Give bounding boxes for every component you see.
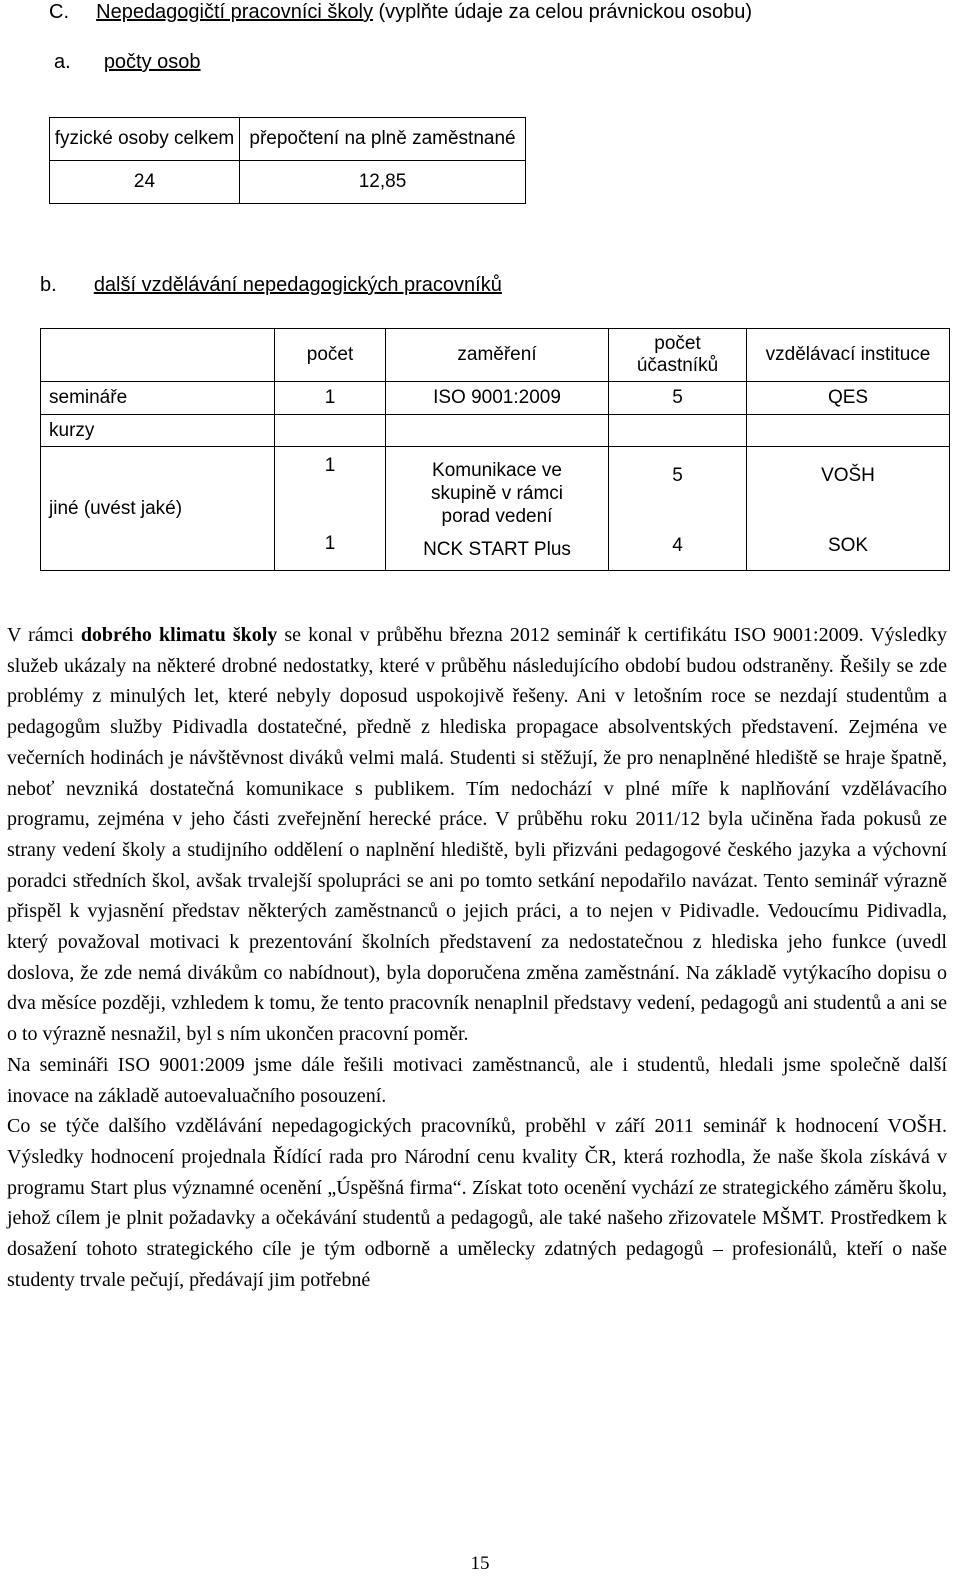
row-focus xyxy=(386,415,609,447)
page-number: 15 xyxy=(470,1553,490,1574)
other-focus-cell xyxy=(386,447,609,571)
paragraph-2: Na semináři ISO 9001:2009 jsme dále řešili motivaci zaměstnanců, ale i studentů, hledali jsme společně další inovace na základě autoevaluačního posouzení. xyxy=(7,1053,947,1107)
other-count-cell xyxy=(275,447,386,571)
header-participants xyxy=(609,329,747,382)
header-focus: zaměření xyxy=(386,329,609,382)
row-institution: QES xyxy=(747,382,950,415)
other-institution-1: VOŠH xyxy=(821,464,875,486)
row-count xyxy=(275,415,386,447)
section-c-letter: C. xyxy=(49,1,69,23)
header-full-time-equivalent: přepočtení na plně zaměstnané xyxy=(240,118,526,161)
table-row-other xyxy=(41,447,950,571)
table-row xyxy=(41,415,950,447)
row-count: 1 xyxy=(275,382,386,415)
section-b-letter: b. xyxy=(40,274,57,296)
counts-value-row xyxy=(50,161,526,204)
education-table xyxy=(40,328,950,571)
other-count-1: 1 xyxy=(324,454,336,476)
section-b-heading xyxy=(40,274,502,297)
value-physical-persons: 24 xyxy=(50,161,240,204)
section-c-title: Nepedagogičtí pracovníci školy xyxy=(96,1,373,23)
education-header-row xyxy=(41,329,950,382)
other-participants-2: 4 xyxy=(672,534,683,556)
section-a-letter: a. xyxy=(54,51,71,73)
header-empty xyxy=(41,329,275,382)
other-focus-1: Komunikace ve skupině v rámci porad vedení xyxy=(431,459,563,527)
other-participants-1: 5 xyxy=(672,464,683,486)
section-a-heading xyxy=(54,51,201,74)
counts-header-row xyxy=(50,118,526,161)
header-physical-persons: fyzické osoby celkem xyxy=(50,118,240,161)
value-full-time-equivalent: 12,85 xyxy=(240,161,526,204)
header-participants-text: počet účastníků xyxy=(636,333,719,376)
paragraph-1-intro: V rámci xyxy=(7,624,81,646)
paragraph-1 xyxy=(7,620,947,1050)
section-a-title: počty osob xyxy=(103,51,201,73)
section-b-title: další vzdělávání nepedagogických pracovníků xyxy=(93,274,502,296)
table-row xyxy=(41,382,950,415)
paragraph-1-rest: se konal v průběhu března 2012 seminář k certifikátu ISO 9001:2009. Výsledky služeb ukázaly na některé drobné nedostatky, které v průběhu následujícího období budou odstraněny. Řešily se zde problémy z minulých let, které nebyly doposud uspokojivě řešeny. Ani v letošním roce se nezdají studentům a pedagogům služby Pidivadla dostatečné, předně z hlediska propagace absolventských představení. Zejména ve večerních hodinách je návštěvnost diváků velmi malá. Studenti si stěžují, že pro nenaplněné hlediště se hraje špatně, neboť nevzniká dostatečná komunikace s publikem. Tím nedochází v plné míře k naplňování vzdělávacího programu, zejména v jeho části zveřejnění herecké práce. V průběhu roku 2011/12 byla učiněna řada pokusů ze strany vedení školy a studijního oddělení o naplnění hlediště, byli přizváni pedagogové českého jazyka a výchovní poradci středních škol, avšak trvalejší spolupráci se ani po tomto setkání nepodařilo navázat. Tento seminář výrazně přispěl k vyjasnění představ některých zaměstnanců o jejich práci, a to nejen v Pidivadle. Vedoucímu Pidivadla, který považoval motivaci k prezentování školních představení za nedostatečnou z hlediska jeho funkce (uvedl doslova, že zde nemá divákům co nabídnout), byla doporučena změna zaměstnání. Na základě vytýkacího dopisu o dva měsíce později, vzhledem k tomu, že tento pracovník nenaplnil představy vedení, pedagogů ani studentů a ani se o to výrazně nesnažil, byl s ním ukončen pracovní poměr. xyxy=(7,624,947,1046)
counts-table xyxy=(49,117,526,204)
paragraph-3: Co se týče dalšího vzdělávání nepedagogických pracovníků, proběhl v září 2011 seminář k hodnocení VOŠH. Výsledky hodnocení projednala Řídící rada pro Národní cenu kvality ČR, která rozhodla, že naše škola získává v programu Start plus významné ocenění „Úspěšná firma“. Získat toto ocenění vychází ze strategického záměru školu, jehož cílem je plnit požadavky a očekávání studentů a pedagogů, ale také našeho zřizovatele MŠMT. Prostředkem k dosažení tohoto strategického cíle je tým odborně a umělecky zdatných pedagogů – profesionálů, kteří o naše studenty trvale pečují, předávají jim potřebné xyxy=(7,1115,947,1291)
header-institution: vzdělávací instituce xyxy=(747,329,950,382)
row-institution xyxy=(747,415,950,447)
row-type-other: jiné (uvést jaké) xyxy=(41,447,275,571)
paragraph-1-bold: dobrého klimatu školy xyxy=(80,624,278,646)
other-institution-2: SOK xyxy=(827,534,869,556)
body-text xyxy=(7,620,947,1295)
section-c-note: (vyplňte údaje za celou právnickou osobu) xyxy=(372,1,753,23)
other-institution-cell xyxy=(747,447,950,571)
header-count: počet xyxy=(275,329,386,382)
row-participants: 5 xyxy=(609,382,747,415)
row-type: kurzy xyxy=(41,415,275,447)
other-focus-2: NCK START Plus xyxy=(423,538,571,560)
row-participants xyxy=(609,415,747,447)
other-participants-cell xyxy=(609,447,747,571)
other-count-2: 1 xyxy=(324,532,336,554)
row-focus: ISO 9001:2009 xyxy=(386,382,609,415)
row-type: semináře xyxy=(41,382,275,415)
section-c-heading xyxy=(49,1,752,24)
